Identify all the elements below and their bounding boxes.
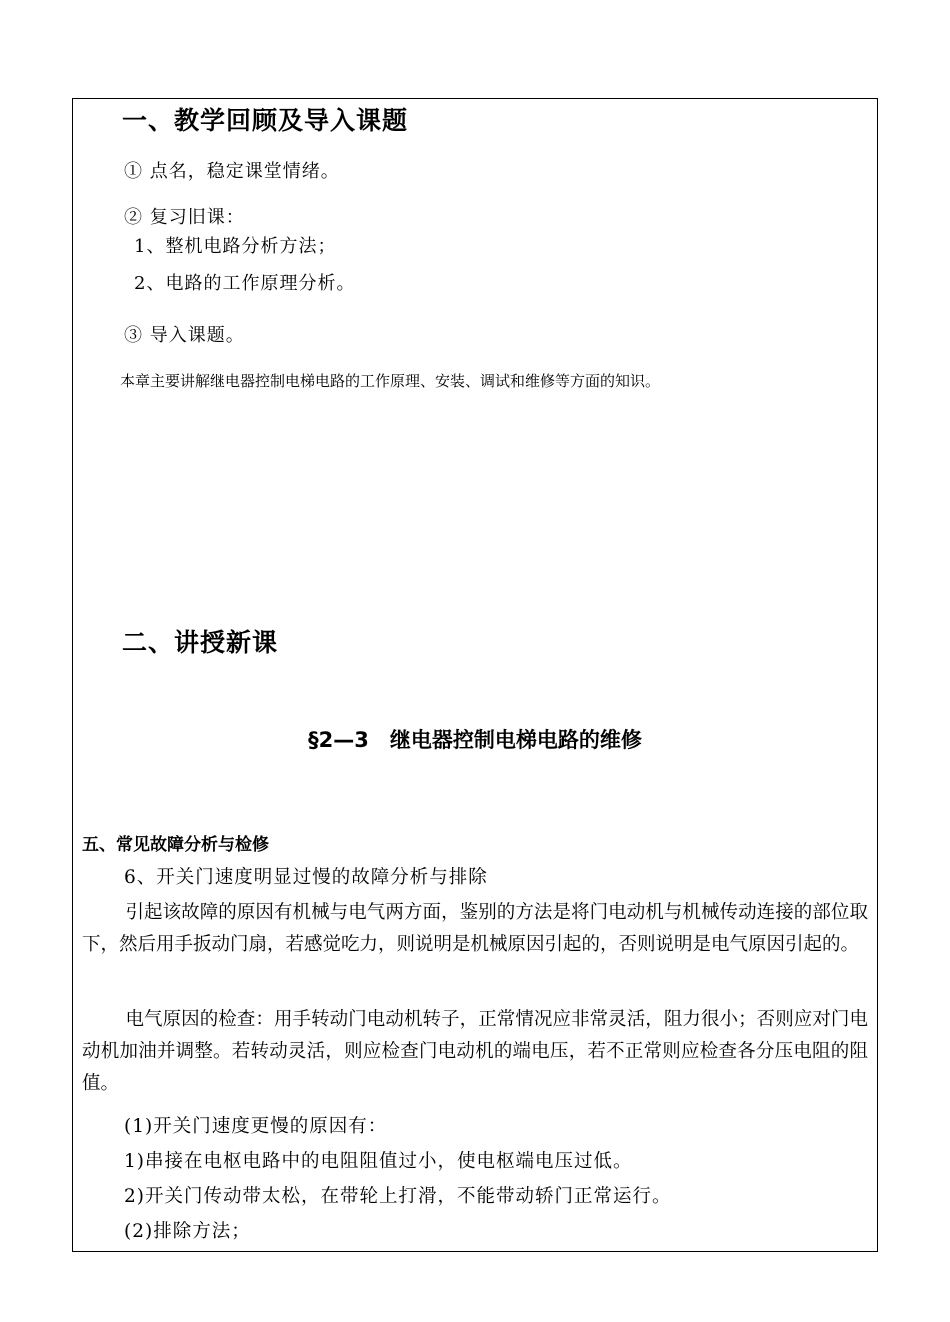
review-item-introduce: ③ 导入课题。 [124, 325, 245, 346]
section-title-review: 一、教学回顾及导入课题 [122, 106, 409, 135]
review-item-roll-call: ① 点名，稳定课堂情绪。 [124, 161, 340, 182]
topic-heading: 6、开关门速度明显过慢的故障分析与排除 [124, 867, 488, 888]
cause-item-2: 2)开关门传动带太松，在带轮上打滑，不能带动轿门正常运行。 [124, 1186, 672, 1207]
chapter-intro-text: 本章主要讲解继电器控制电梯电路的工作原理、安装、调试和维修等方面的知识。 [120, 372, 661, 390]
review-item-review-old: ② 复习旧课： [124, 207, 245, 228]
fix-heading: (2)排除方法； [124, 1221, 251, 1242]
paragraph-electrical-check: 电气原因的检查：用手转动门电动机转子，正常情况应非常灵活，阻力很小；否则应对门电动机加油并调整。若转动灵活，则应检查门电动机的端电压，若不正常则应检查各分压电阻的阻值。 [82, 1009, 868, 1094]
section-heading-fault-analysis: 五、常见故障分析与检修 [82, 835, 269, 855]
cause-heading: (1)开关门速度更慢的原因有： [124, 1116, 388, 1137]
cause-item-1: 1)串接在电枢电路中的电阻阻值过小，使电枢端电压过低。 [124, 1151, 633, 1172]
review-subitem-1: 1、整机电路分析方法； [134, 236, 337, 257]
review-subitem-2: 2、电路的工作原理分析。 [134, 273, 356, 294]
lesson-title: §2—3 继电器控制电梯电路的维修 [308, 728, 642, 752]
section-title-new-lesson: 二、讲授新课 [122, 628, 279, 657]
paragraph-diagnosis: 引起该故障的原因有机械与电气两方面，鉴别的方法是将门电动机与机械传动连接的部位取下，然后用手扳动门扇，若感觉吃力，则说明是机械原因引起的，否则说明是电气原因引起的。 [82, 902, 868, 955]
